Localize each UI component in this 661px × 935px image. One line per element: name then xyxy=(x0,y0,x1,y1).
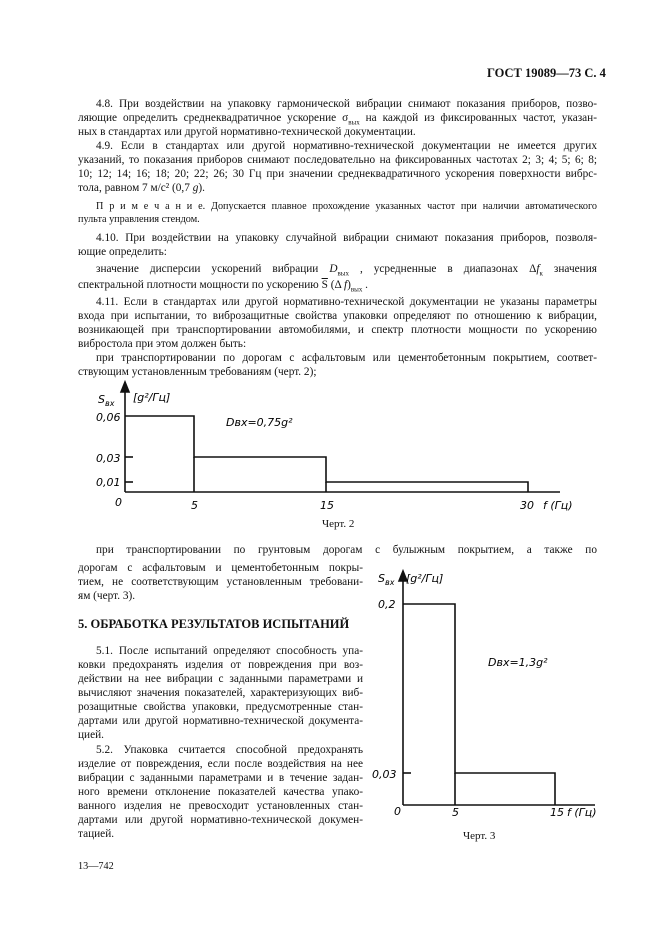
page-header: ГОСТ 19089—73 С. 4 xyxy=(487,66,606,80)
para-5-1-line-5: розащитные свойства упаковки, предусмотренные стан- xyxy=(78,701,363,713)
para-5-2-line-3: вибрации с заданными параметрами и в течение задан- xyxy=(78,772,363,784)
chart-2 xyxy=(0,378,661,528)
para-ground-line-1: при транспортировании по грунтовым дорогам с булыжным покрытием, а также по xyxy=(96,544,597,556)
note-line-1: П р и м е ч а н и е. Допускается плавное прохождение указанных частот при наличии автоматического xyxy=(96,201,597,212)
para-4-11-line-6: ствующим установленным требованиям (черт. 2); xyxy=(78,366,317,378)
para-4-10-line-1: 4.10. При воздействии на упаковку случайной вибрации снимают показания приборов, позволя- xyxy=(96,232,597,244)
para-4-10-line-2: ющие определить: xyxy=(78,246,167,258)
para-5-2-line-1: 5.2. Упаковка считается способной предохранять xyxy=(96,744,363,756)
page-footer-code: 13—742 xyxy=(78,861,114,872)
chart2-ytick-006: 0,06 xyxy=(96,411,121,424)
para-5-1-line-6: дартами или другой нормативно-технической документа- xyxy=(78,715,363,727)
para-4-9-line-4: тола, равном 7 м/с² (0,7 g). xyxy=(78,182,205,194)
chart3-xtick-15: 15 xyxy=(550,806,564,819)
chart3-ylabel: $S_{вх}$ xyxy=(378,572,395,587)
para-5-1-line-1: 5.1. После испытаний определяют способность упа- xyxy=(96,645,363,657)
para-4-8-line-3: ных в стандартах или другой нормативно-технической документации. xyxy=(78,126,416,138)
para-ground-line-3: тием, не соответствующим установленным требовани- xyxy=(78,576,363,588)
chart3-annotation: Dвх=1,3g² xyxy=(488,656,548,669)
chart2-xtick-5: 5 xyxy=(191,499,198,512)
chart2-xlabel: f (Гц) xyxy=(543,499,573,512)
chart2-yunit: [g²/Гц] xyxy=(133,391,171,404)
para-5-1-line-2: ковки предохранять изделия от повреждения при воз- xyxy=(78,659,363,671)
para-4-11-line-5: при транспортировании по дорогам с асфальтовым или цементобетонным покрытием, соответ- xyxy=(96,352,597,364)
chart3-xtick-5: 5 xyxy=(452,806,459,819)
para-5-2-line-6: дартами или другой нормативно-технической докумен- xyxy=(78,814,363,826)
para-4-11-line-3: возникающей при транспортировании автомобилями, и спектр плотности мощности по ускорению xyxy=(78,324,597,336)
para-4-11-line-1: 4.11. Если в стандартах или другой нормативно-технической документации не указаны параметры xyxy=(96,296,597,308)
para-5-1-line-4: вычисляют значения показателей, характеризующих виб- xyxy=(78,687,363,699)
chart3-ytick-0: 0 xyxy=(394,805,401,818)
para-4-10-line-3: значение дисперсии ускорений вибрации $D_{вых}$ , усредненные в диапазонах $\Delta f_к$ значения xyxy=(96,263,597,278)
section-5-title: 5. ОБРАБОТКА РЕЗУЛЬТАТОВ ИСПЫТАНИЙ xyxy=(78,617,350,631)
para-4-9-line-3: 10; 12; 14; 16; 18; 20; 22; 26; 30 Гц при значении среднеквадратичного ускорения поверхности вибрс- xyxy=(78,168,597,180)
note-line-2: пульта управления стендом. xyxy=(78,214,200,225)
chart2-y-arrow xyxy=(121,382,129,392)
chart2-step-line xyxy=(125,416,528,492)
chart3-yunit: [g²/Гц] xyxy=(406,572,444,585)
chart3-ytick-003: 0,03 xyxy=(372,768,397,781)
chart3-step-line xyxy=(403,604,555,805)
chart2-annotation: Dвх=0,75g² xyxy=(226,416,293,429)
para-4-9-line-2: указаний, то показания приборов снимают последовательно на фиксированных частотах 2; 3; 4; 5; 6; 8; xyxy=(78,154,597,166)
para-4-8-line-1: 4.8. При воздействии на упаковку гармонической вибрации снимают показания приборов, позво- xyxy=(96,98,597,110)
chart2-xtick-15: 15 xyxy=(320,499,334,512)
chart2-caption: Черт. 2 xyxy=(322,518,355,530)
chart-3 xyxy=(370,565,610,825)
para-5-2-line-7: тацией. xyxy=(78,828,115,840)
para-4-11-line-4: вибростола при этом должен быть: xyxy=(78,338,247,350)
para-4-8-line-2: ляющие определить среднеквадратичное ускорение $\sigma_{вых}$ на каждой из фиксированных частот, указан- xyxy=(78,112,597,127)
para-5-1-line-7: цией. xyxy=(78,729,104,741)
para-5-2-line-4: ного времени отклонение показателей качества упако- xyxy=(78,786,363,798)
chart2-ytick-003: 0,03 xyxy=(96,452,121,465)
para-4-10-line-4: спектральной плотности мощности по ускорению $\overline{S}$ (Δ $f)_{вых}$ . xyxy=(78,279,369,294)
chart3-xlabel: f (Гц) xyxy=(567,806,597,819)
chart2-ytick-001: 0,01 xyxy=(96,476,121,489)
para-ground-line-4: ям (черт. 3). xyxy=(78,590,136,602)
para-5-2-line-5: ванного изделия не превосходит установленных стан- xyxy=(78,800,363,812)
para-4-9-line-1: 4.9. Если в стандартах или другой нормативно-технической документации не имеется других xyxy=(96,140,597,152)
chart2-ytick-0: 0 xyxy=(115,496,122,509)
para-5-2-line-2: изделие от повреждения, если после воздействия на нее xyxy=(78,758,363,770)
para-5-1-line-3: действии на нее вибрации с заданными параметрами и xyxy=(78,673,363,685)
chart2-ylabel: $S_{вх}$ xyxy=(98,393,115,408)
chart2-xtick-30: 30 xyxy=(520,499,534,512)
para-ground-line-2: дорогам с асфальтовым и цементобетонным покры- xyxy=(78,562,363,574)
para-4-11-line-2: входа при испытании, то виброзащитные свойства упаковки определяют по отношению к вибрации, xyxy=(78,310,597,322)
chart3-ytick-02: 0,2 xyxy=(378,598,396,611)
chart3-caption: Черт. 3 xyxy=(463,830,496,842)
